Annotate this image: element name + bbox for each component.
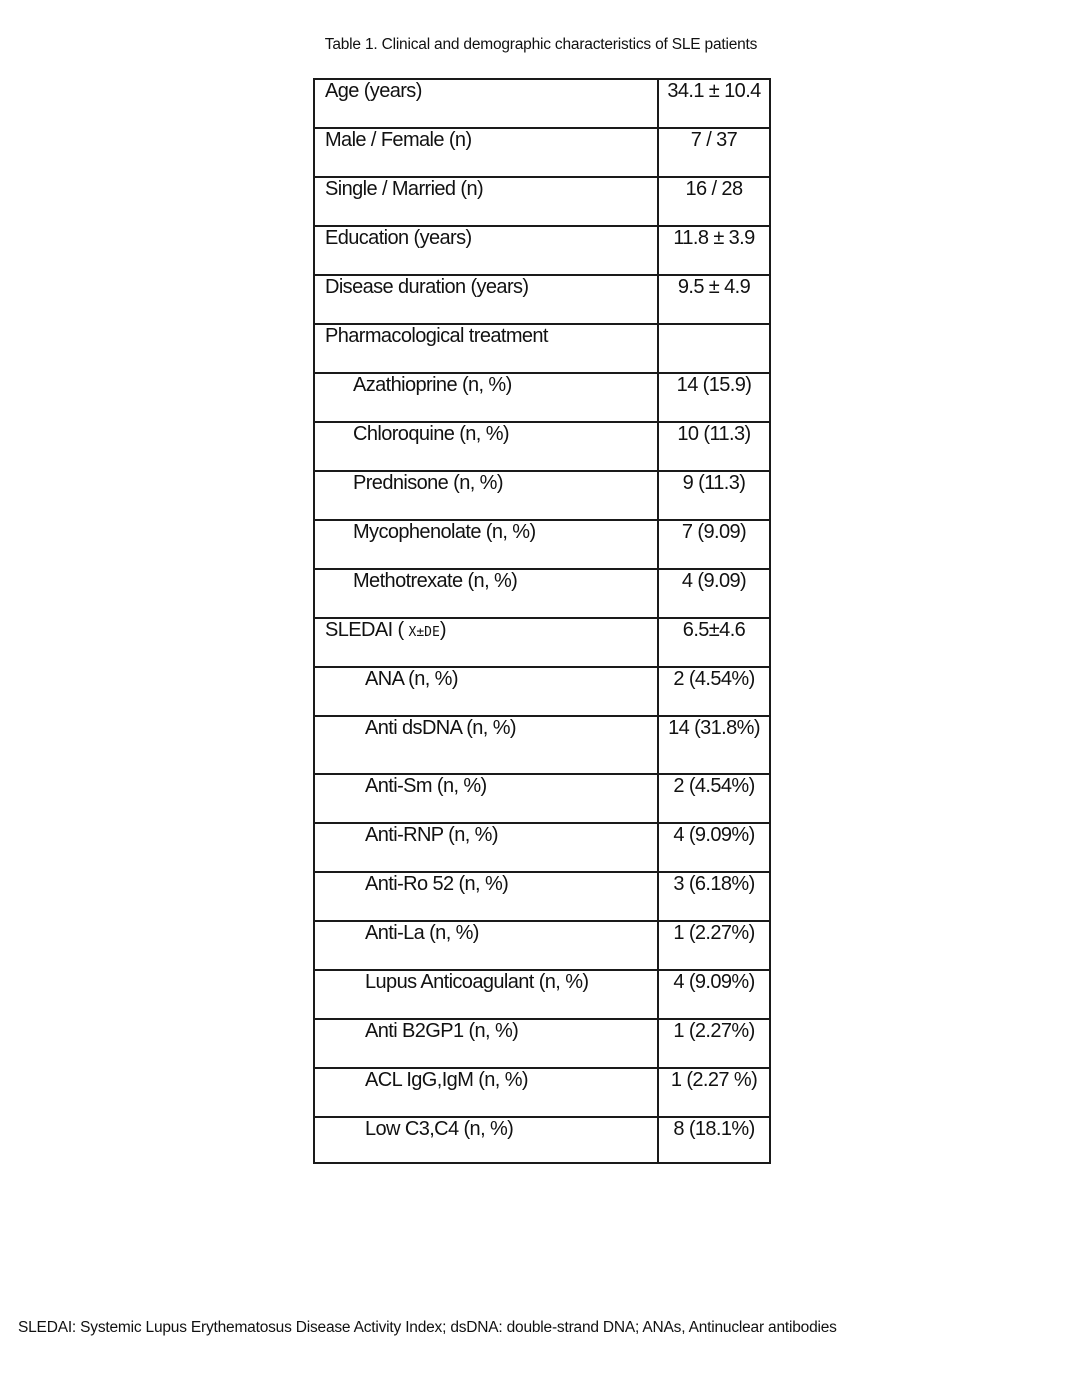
row-label: Male / Female (n) [314,128,658,177]
mean-sd-symbol: X±DE [408,625,440,640]
row-value: 16 / 28 [658,177,770,226]
table-row [314,226,770,275]
row-label: Anti-RNP (n, %) [314,823,658,872]
row-value: 4 (9.09%) [658,823,770,872]
row-label: Education (years) [314,226,658,275]
row-label: Prednisone (n, %) [314,471,658,520]
characteristics-table [313,78,771,1164]
table-row [314,373,770,422]
table-row [314,422,770,471]
table-row [314,569,770,618]
row-value: 10 (11.3) [658,422,770,471]
row-value: 9.5 ± 4.9 [658,275,770,324]
row-label: Anti dsDNA (n, %) [314,716,658,774]
row-value: 7 (9.09) [658,520,770,569]
row-label: Anti-Sm (n, %) [314,774,658,823]
table-row [314,520,770,569]
row-label: Methotrexate (n, %) [314,569,658,618]
row-label: Age (years) [314,79,658,128]
row-value: 1 (2.27%) [658,1019,770,1068]
table-row [314,128,770,177]
row-label: Mycophenolate (n, %) [314,520,658,569]
table-row [314,774,770,823]
table-row [314,970,770,1019]
row-label: Chloroquine (n, %) [314,422,658,471]
row-label: ANA (n, %) [314,667,658,716]
row-value: 34.1 ± 10.4 [658,79,770,128]
table-row [314,716,770,774]
row-value: 8 (18.1%) [658,1117,770,1163]
row-value: 2 (4.54%) [658,774,770,823]
row-label: Anti B2GP1 (n, %) [314,1019,658,1068]
row-value: 4 (9.09%) [658,970,770,1019]
row-label: Lupus Anticoagulant (n, %) [314,970,658,1019]
table-row [314,872,770,921]
table-row [314,823,770,872]
table-caption: Table 1. Clinical and demographic characteristics of SLE patients [324,36,758,53]
table-row [314,1117,770,1163]
row-value: 6.5±4.6 [658,618,770,667]
row-value: 3 (6.18%) [658,872,770,921]
row-label: Anti-Ro 52 (n, %) [314,872,658,921]
row-value: 2 (4.54%) [658,667,770,716]
row-value: 1 (2.27 %) [658,1068,770,1117]
table-row [314,471,770,520]
table-row [314,921,770,970]
row-value: 14 (15.9) [658,373,770,422]
row-value: 11.8 ± 3.9 [658,226,770,275]
table-row [314,667,770,716]
row-value [658,324,770,373]
sledai-label: SLEDAI ( [325,619,409,641]
table-row [314,79,770,128]
table-row [314,618,770,667]
row-label: Azathioprine (n, %) [314,373,658,422]
row-value: 1 (2.27%) [658,921,770,970]
row-label: Single / Married (n) [314,177,658,226]
table-row [314,1068,770,1117]
row-value: 7 / 37 [658,128,770,177]
table-row [314,324,770,373]
row-label: Disease duration (years) [314,275,658,324]
table-row [314,177,770,226]
table-footnote: SLEDAI: Systemic Lupus Erythematosus Disease Activity Index; dsDNA: double-strand DNA; ANAs, Antinuclear antibodies [18,1319,837,1336]
table-row [314,275,770,324]
row-value: 4 (9.09) [658,569,770,618]
row-label: Low C3,C4 (n, %) [314,1117,658,1163]
table-row [314,1019,770,1068]
row-value: 14 (31.8%) [658,716,770,774]
sledai-label-close: ) [439,619,446,641]
row-label: Anti-La (n, %) [314,921,658,970]
row-label: ACL IgG,IgM (n, %) [314,1068,658,1117]
row-label: Pharmacological treatment [314,324,658,373]
row-value: 9 (11.3) [658,471,770,520]
row-label [314,618,658,667]
